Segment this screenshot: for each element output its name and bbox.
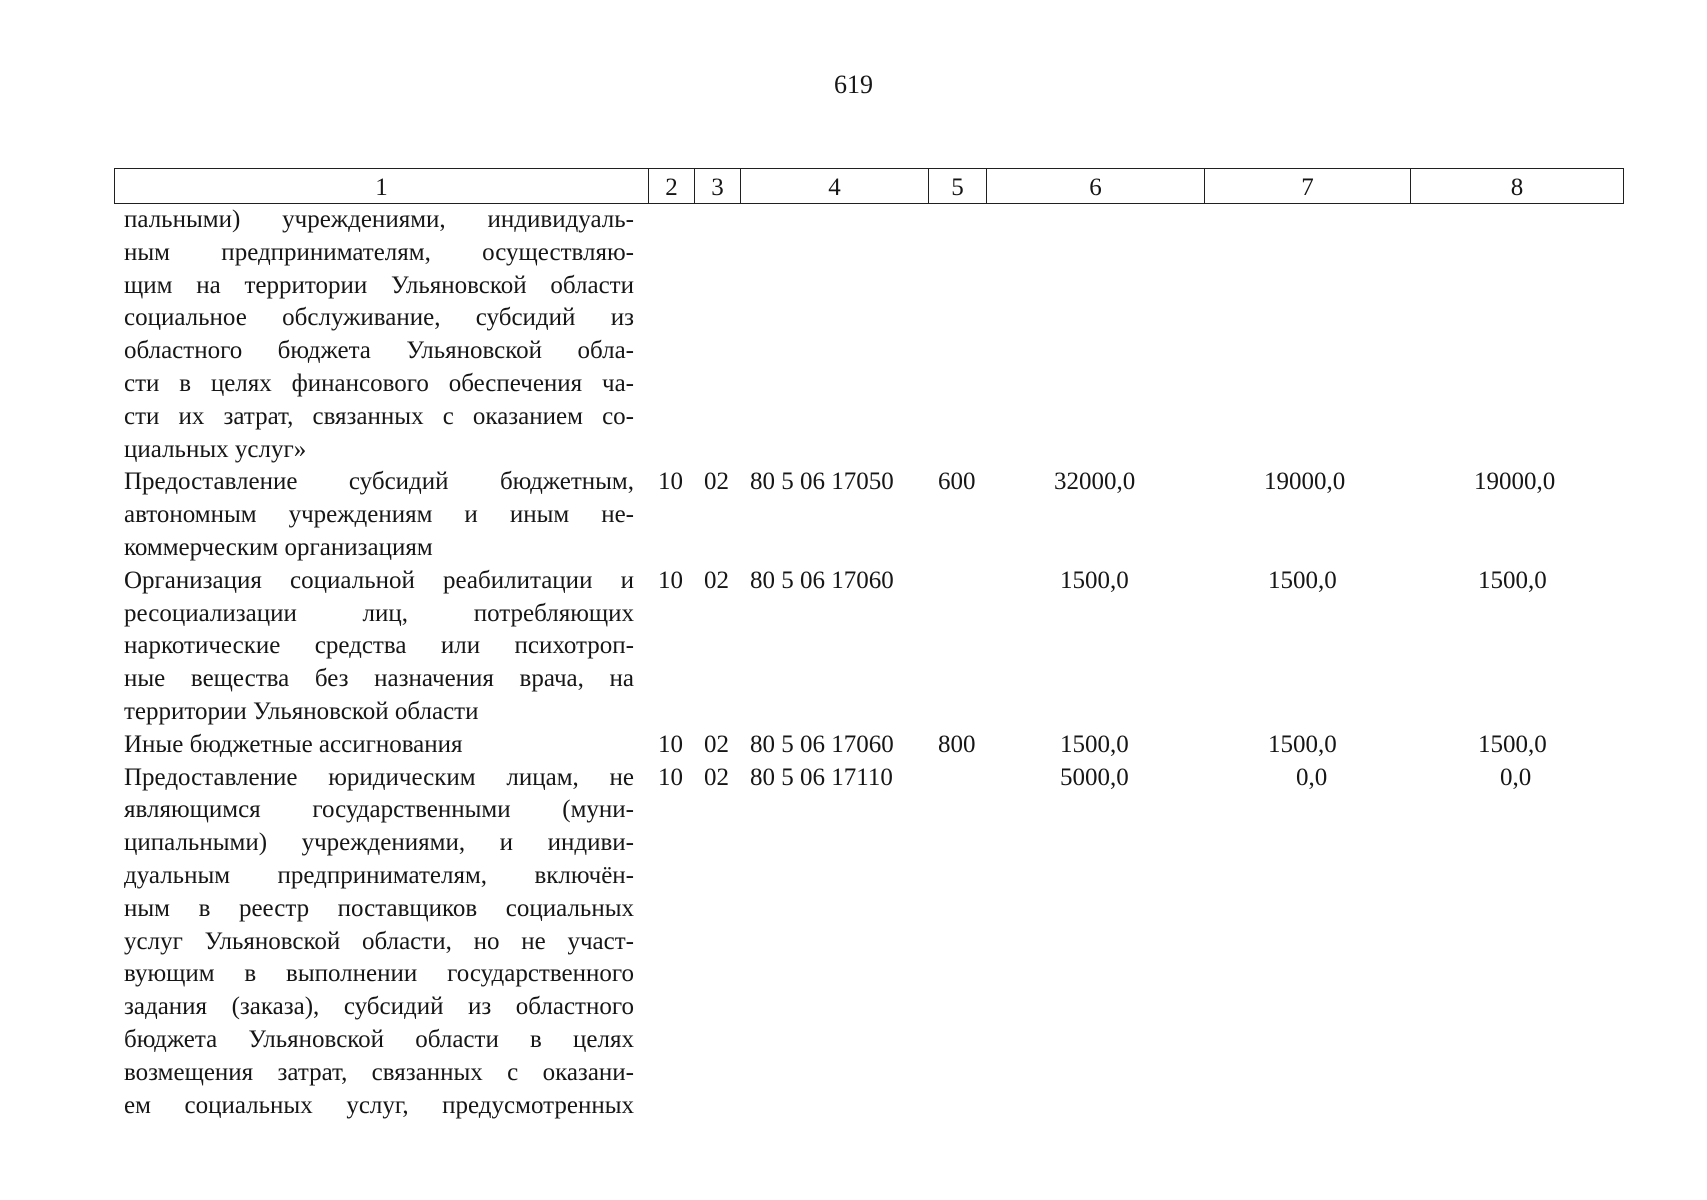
amount-col-8: 1500,0 [1478,730,1547,758]
table-row [0,466,1707,564]
amount-col-7: 19000,0 [1264,468,1346,496]
table-row [0,762,1707,1123]
description-line: ным в реестр поставщиков социальных [124,894,634,922]
row-description [124,729,634,762]
description-line: дуальным предпринимателям, включён- [124,861,634,889]
description-line: ным предпринимателям, осуществляю- [124,238,634,266]
amount-col-7: 0,0 [1296,763,1328,791]
header-col-5: 5 [929,169,987,203]
header-col-7: 7 [1205,169,1411,203]
description-line: Организация социальной реабилитации и [124,566,634,594]
subsection-code: 02 [704,763,729,791]
row-description [124,565,634,729]
description-line: автономным учреждениям и иным не- [124,501,634,529]
description-line: циальных услуг» [124,435,307,463]
description-line: наркотические средства или психотроп- [124,632,634,660]
description-line: щим на территории Ульяновской области [124,271,634,299]
target-article-code: 80 5 06 17110 [750,763,893,791]
amount-col-6: 32000,0 [1054,468,1136,496]
description-line: вующим в выполнении государственного [124,960,634,988]
description-line: Предоставление субсидий бюджетным, [124,468,634,496]
description-line: задания (заказа), субсидий из областного [124,993,634,1021]
amount-col-6: 5000,0 [1060,763,1129,791]
header-col-2: 2 [649,169,695,203]
description-line: ципальными) учреждениями, и индиви- [124,829,634,857]
subsection-code: 02 [704,566,729,594]
amount-col-6: 1500,0 [1060,730,1129,758]
row-description [124,466,634,564]
amount-col-8: 1500,0 [1478,566,1547,594]
section-code: 10 [658,763,683,791]
target-article-code: 80 5 06 17050 [750,468,894,496]
subsection-code: 02 [704,468,729,496]
description-line: Предоставление юридическим лицам, не [124,763,634,791]
table-row [0,204,1707,466]
section-code: 10 [658,468,683,496]
amount-col-8: 0,0 [1500,763,1532,791]
description-line: ные вещества без назначения врача, на [124,665,634,693]
subsection-code: 02 [704,730,729,758]
header-col-8: 8 [1510,174,1524,201]
section-code: 10 [658,730,683,758]
target-article-code: 80 5 06 17060 [750,566,894,594]
description-line: территории Ульяновской области [124,697,479,725]
description-line: коммерческим организациям [124,533,433,561]
expense-type-code: 600 [938,468,976,496]
description-line: пальными) учреждениями, индивидуаль- [124,206,634,233]
description-line: услуг Ульяновской области, но не участ- [124,927,634,955]
section-code: 10 [658,566,683,594]
description-line: социальное обслуживание, субсидий из [124,304,634,332]
description-line: возмещения затрат, связанных с оказани- [124,1058,634,1086]
description-line: областного бюджета Ульяновской обла- [124,337,634,365]
target-article-code: 80 5 06 17060 [750,730,894,758]
description-line: Иные бюджетные ассигнования [124,730,463,758]
description-line: являющимся государственными (муни- [124,796,634,824]
description-line: ресоциализации лиц, потребляющих [124,599,634,627]
row-description [124,204,634,466]
table-row [0,565,1707,729]
table-row [0,729,1707,762]
amount-col-6: 1500,0 [1060,566,1129,594]
header-col-3: 3 [695,169,741,203]
header-col-1: 1 [115,169,649,203]
row-description [124,762,634,1123]
amount-col-8: 19000,0 [1474,468,1556,496]
table-body [0,204,1707,1122]
description-line: сти их затрат, связанных с оказанием со- [124,402,634,430]
expense-type-code: 800 [938,730,976,758]
page-number: 619 [834,70,873,99]
amount-col-7: 1500,0 [1268,566,1337,594]
amount-col-7: 1500,0 [1268,730,1337,758]
column-number-header [114,168,1624,204]
header-col-4: 4 [741,169,929,203]
description-line: сти в целях финансового обеспечения ча- [124,369,634,397]
header-col-6: 6 [987,169,1205,203]
description-line: ем социальных услуг, предусмотренных [124,1091,634,1119]
description-line: бюджета Ульяновской области в целях [124,1025,634,1053]
